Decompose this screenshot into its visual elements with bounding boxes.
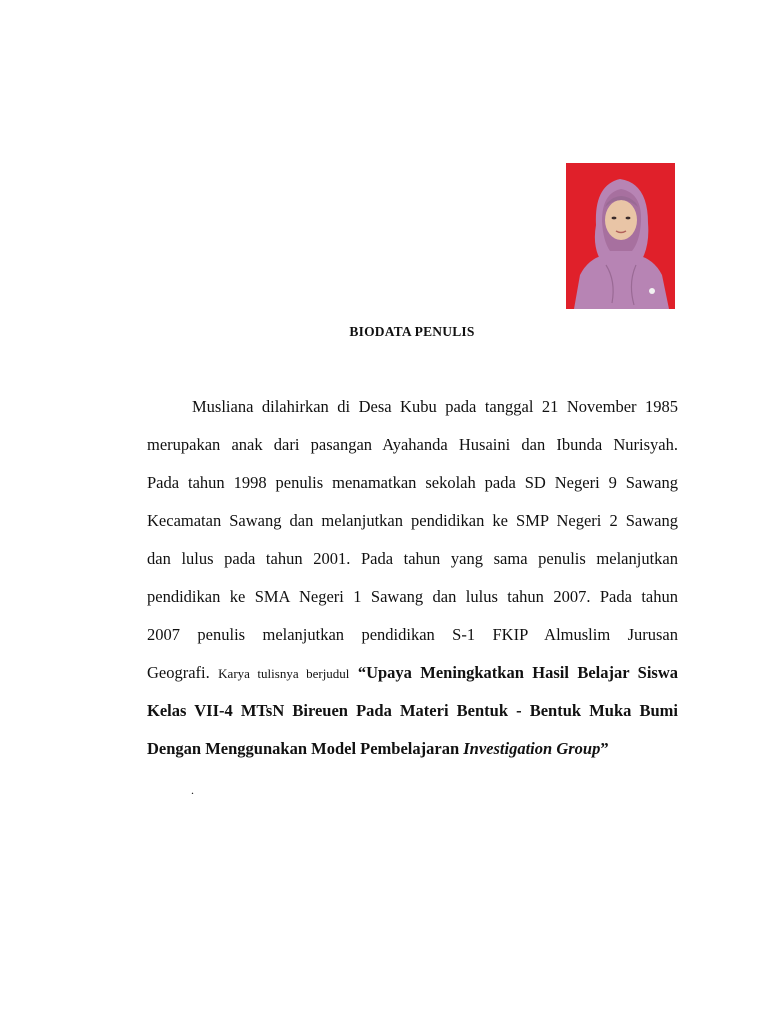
paragraph-line [147,654,678,692]
paragraph-small-text: Karya tulisnya berjudul [218,666,350,681]
paragraph-line: 2007 penulis melanjutkan pendidikan S-1 FKIP Almuslim Jurusan [147,625,678,644]
trailing-dot: . [191,783,194,797]
page-title: BIODATA PENULIS [349,324,475,339]
author-photo [566,163,675,309]
paragraph-text: Geografi. [147,663,210,682]
paragraph-line: dan lulus pada tahun 2001. Pada tahun yang sama penulis melanjutkan [147,549,678,568]
paragraph-line: merupakan anak dari pasangan Ayahanda Husaini dan Ibunda Nurisyah. [147,435,678,454]
thesis-title-end: Dengan Menggunakan Model Pembelajaran [147,739,460,758]
paragraph-line: Pada tahun 1998 penulis menamatkan sekolah pada SD Negeri 9 Sawang [147,473,678,492]
paragraph-line: pendidikan ke SMA Negeri 1 Sawang dan lulus tahun 2007. Pada tahun [147,587,678,606]
closing-quote: ” [600,739,609,758]
paragraph-line: Musliana dilahirkan di Desa Kubu pada tanggal 21 November 1985 [192,397,678,416]
thesis-title-start: “Upaya Meningkatkan Hasil Belajar Siswa [357,663,679,682]
paragraph-line [147,730,678,768]
paragraph-line: Kecamatan Sawang dan melanjutkan pendidikan ke SMP Negeri 2 Sawang [147,511,678,530]
biography-paragraph [147,388,678,768]
author-portrait-icon [566,163,675,309]
thesis-title-italic: Investigation Group [463,739,601,758]
thesis-title-middle: Kelas VII-4 MTsN Bireuen Pada Materi Bentuk - Bentuk Muka Bumi [147,701,678,720]
